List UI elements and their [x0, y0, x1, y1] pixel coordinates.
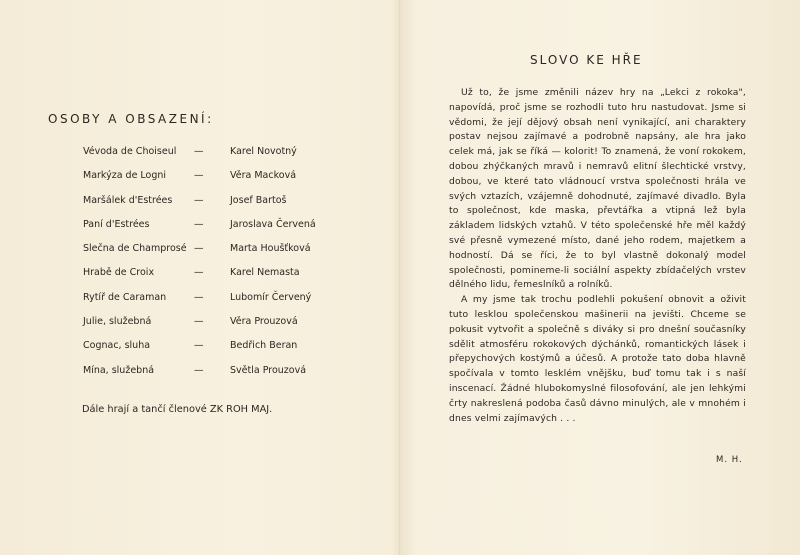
page-fold	[399, 0, 401, 555]
cast-actor: Věra Prouzová	[230, 316, 298, 328]
cast-dash: —	[194, 243, 204, 255]
cast-role: Slečna de Champrosé	[83, 243, 187, 255]
cast-dash: —	[194, 218, 204, 230]
essay-paragraph: Už to, že jsme změnili název hry na „Lekci z rokoka", napovídá, proč jsme se rozhodli tuto hru nastudovat. Jsme si vědomi, že její dějový obsah není vynikající, ani charaktery postav nejsou zajímavé a podrobně napsány, ale hra jako celek má, jak se říká — kolorit! To znamená, že voní rokokem, dobou zhýčkaných mravů i nemravů elitní šlechtické vrstvy, dobou, ve které tato vládnoucí vrstva společnosti hrála ve svých vztazích, vzájemně dohodnuté, zajímavé divadlo. Byla to společnost, kde maska, převtářka a vtipná lež byla základem lidských vztahů. V této společenské hře měl každý své přesně vymezené místo, dané jeho rodem, majetkem a hodností. Dá se říci, že to byl vlastně dokonalý model společnosti, pomineme-li sociální aspekty zbídačelých vrstev dělného lidu, řemeslníků a rolníků.	[449, 87, 746, 291]
essay-paragraph: A my jsme tak trochu podlehli pokušení obnovit a oživit tuto lesklou společenskou mašinerii na jevišti. Chceme se pokusit vytvořit a společně s diváky si pro dnešní současníky sdělit atmosféru rokokových dýchánků, romantických lásek i přepychových kostýmů a účesů. A protože tato doba hlavně spočívala v tomto lesklém vnějšku, buď tomu tak i s naší inscenací. Žádné hlubokomyslné filosofování, ale jen lehkými črty nakreslená podoba časů dávno minulých, ale v mnohém i dnes velmi zajímavých . . .	[449, 294, 746, 424]
cast-actor: Jaroslava Červená	[230, 218, 316, 230]
cast-role: Vévoda de Choiseul	[83, 146, 177, 157]
cast-dash: —	[194, 316, 204, 328]
cast-actor: Světla Prouzová	[230, 364, 307, 376]
cast-dash: —	[194, 267, 204, 279]
cast-actor: Lubomír Červený	[230, 291, 312, 303]
essay-signature: M. H.	[716, 455, 743, 465]
cast-note: Dále hrají a tančí členové ZK ROH MAJ.	[82, 404, 273, 415]
cast-role: Mína, služebná	[83, 364, 155, 376]
cast-dash: —	[194, 146, 204, 157]
cast-actor: Josef Bartoš	[230, 194, 287, 206]
cast-role: Rytíř de Caraman	[83, 291, 167, 303]
cast-dash: —	[194, 340, 204, 352]
cast-actor: Věra Macková	[230, 170, 297, 182]
cast-actor: Bedřich Beran	[230, 340, 298, 352]
cast-role: Julie, služebná	[83, 316, 152, 328]
cast-role: Markýza de Logni	[83, 170, 167, 182]
cast-role: Hrabě de Croix	[83, 267, 155, 279]
cast-role: Paní d'Estrées	[83, 218, 150, 230]
cast-actor: Karel Novotný	[230, 146, 297, 157]
cast-actor: Marta Houšťková	[230, 243, 311, 255]
essay-title: SLOVO KE HŘE	[530, 53, 643, 67]
cast-dash: —	[194, 291, 204, 303]
cast-dash: —	[194, 364, 204, 376]
cast-actor: Karel Nemasta	[230, 267, 300, 279]
cast-role: Cognac, sluha	[83, 340, 151, 352]
cast-dash: —	[194, 170, 204, 182]
cast-role: Maršálek d'Estrées	[83, 194, 173, 206]
essay-body	[449, 86, 746, 426]
cast-dash: —	[194, 194, 204, 206]
cast-title: OSOBY A OBSAZENÍ:	[48, 112, 214, 126]
